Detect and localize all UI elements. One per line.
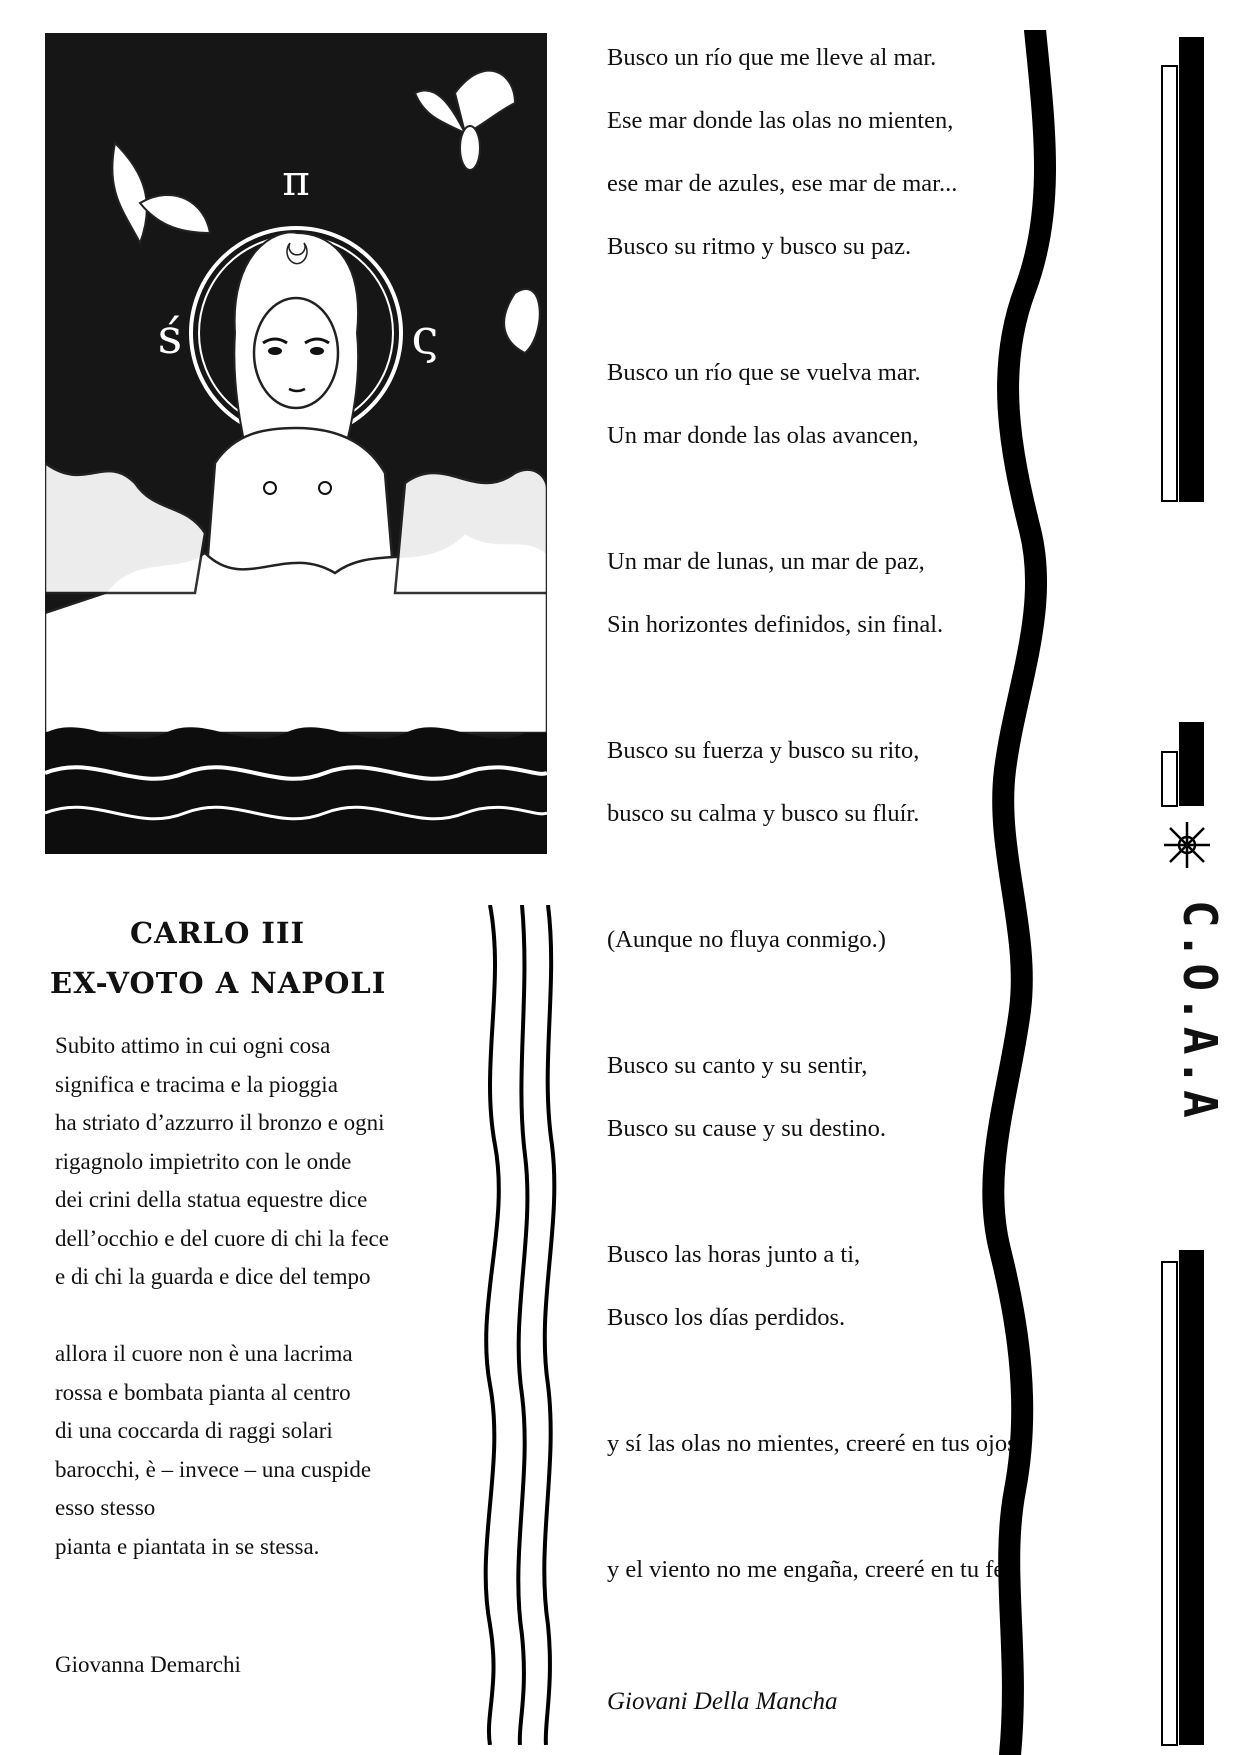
poem-line: Un mar de lunas, un mar de paz, — [607, 548, 925, 575]
poem-line: y sí las olas no mientes, creeré en tus ojos. — [607, 1430, 1023, 1457]
poem-line: Busco un río que se vuelva mar. — [607, 359, 921, 386]
stanza-gap — [55, 1297, 465, 1336]
poem-line: Un mar donde las olas avancen, — [607, 422, 919, 449]
madonna-illustration — [45, 33, 547, 854]
poem-line: Busco las horas junto a ti, — [607, 1241, 861, 1268]
poem-line: Busco un río que me lleve al mar. — [607, 44, 937, 71]
pi-symbol: π — [282, 156, 310, 205]
poem-line: significa e tracima e la pioggia — [55, 1071, 338, 1097]
black-wave-decoration — [975, 30, 1065, 1755]
poem-line: ese mar de azules, ese mar de mar... — [607, 170, 958, 197]
poem-line: Busco su cause y su destino. — [607, 1115, 886, 1142]
side-logo-text: C.O.A.A — [1173, 900, 1227, 1122]
wavy-lines-decoration — [470, 905, 560, 1745]
poem-line: busco su calma y busco su fluír. — [607, 800, 920, 827]
poem-line: pianta e piantata in se stessa. — [55, 1533, 320, 1559]
poem-line: rigagnolo impietrito con le onde — [55, 1148, 352, 1174]
poem-line: dell’occhio e del cuore di chi la fece — [55, 1225, 389, 1251]
poem-line: Busco los días perdidos. — [607, 1304, 846, 1331]
chaos-star-icon — [1162, 820, 1212, 870]
spanish-poem-author: Giovani Della Mancha — [607, 1688, 838, 1715]
italian-poem-author: Giovanna Demarchi — [55, 1652, 241, 1677]
poem-line: (Aunque no fluya conmigo.) — [607, 926, 886, 953]
poem-line: rossa e bombata pianta al centro — [55, 1379, 351, 1405]
poem-line: ha striato d’azzurro il bronzo e ogni — [55, 1110, 385, 1135]
poem-line: Ese mar donde las olas no mienten, — [607, 107, 954, 134]
italian-poem-title — [50, 908, 430, 1008]
title-line-2: EX-VOTO A NAPOLI — [50, 966, 387, 1000]
poem-line: y el viento no me engaña, creeré en tu fé. — [607, 1556, 1011, 1583]
poem-line: Busco su canto y su sentir, — [607, 1052, 868, 1079]
poem-line: Sin horizontes definidos, sin final. — [607, 611, 944, 638]
side-logo — [1173, 900, 1235, 1122]
poem-line: esso stesso — [55, 1495, 156, 1520]
italian-poem-body — [55, 1027, 465, 1566]
illustration-drawing — [45, 33, 547, 854]
poem-line: e di chi la guarda e dice del tempo — [55, 1264, 371, 1289]
poem-line: Busco su ritmo y busco su paz. — [607, 233, 912, 260]
poem-line: Busco su fuerza y busco su rito, — [607, 737, 920, 764]
title-line-1: CARLO III — [130, 916, 306, 950]
right-glyph: ς — [411, 309, 439, 365]
side-bars-decoration — [1155, 0, 1242, 1755]
poem-line: Subito attimo in cui ogni cosa — [55, 1033, 331, 1058]
poem-line: dei crini della statua equestre dice — [55, 1187, 368, 1212]
left-glyph: ś — [157, 309, 183, 365]
poem-line: di una coccarda di raggi solari — [55, 1418, 333, 1443]
poem-line: allora il cuore non è una lacrima — [55, 1341, 353, 1366]
poem-line: barocchi, è – invece – una cuspide — [55, 1456, 372, 1482]
